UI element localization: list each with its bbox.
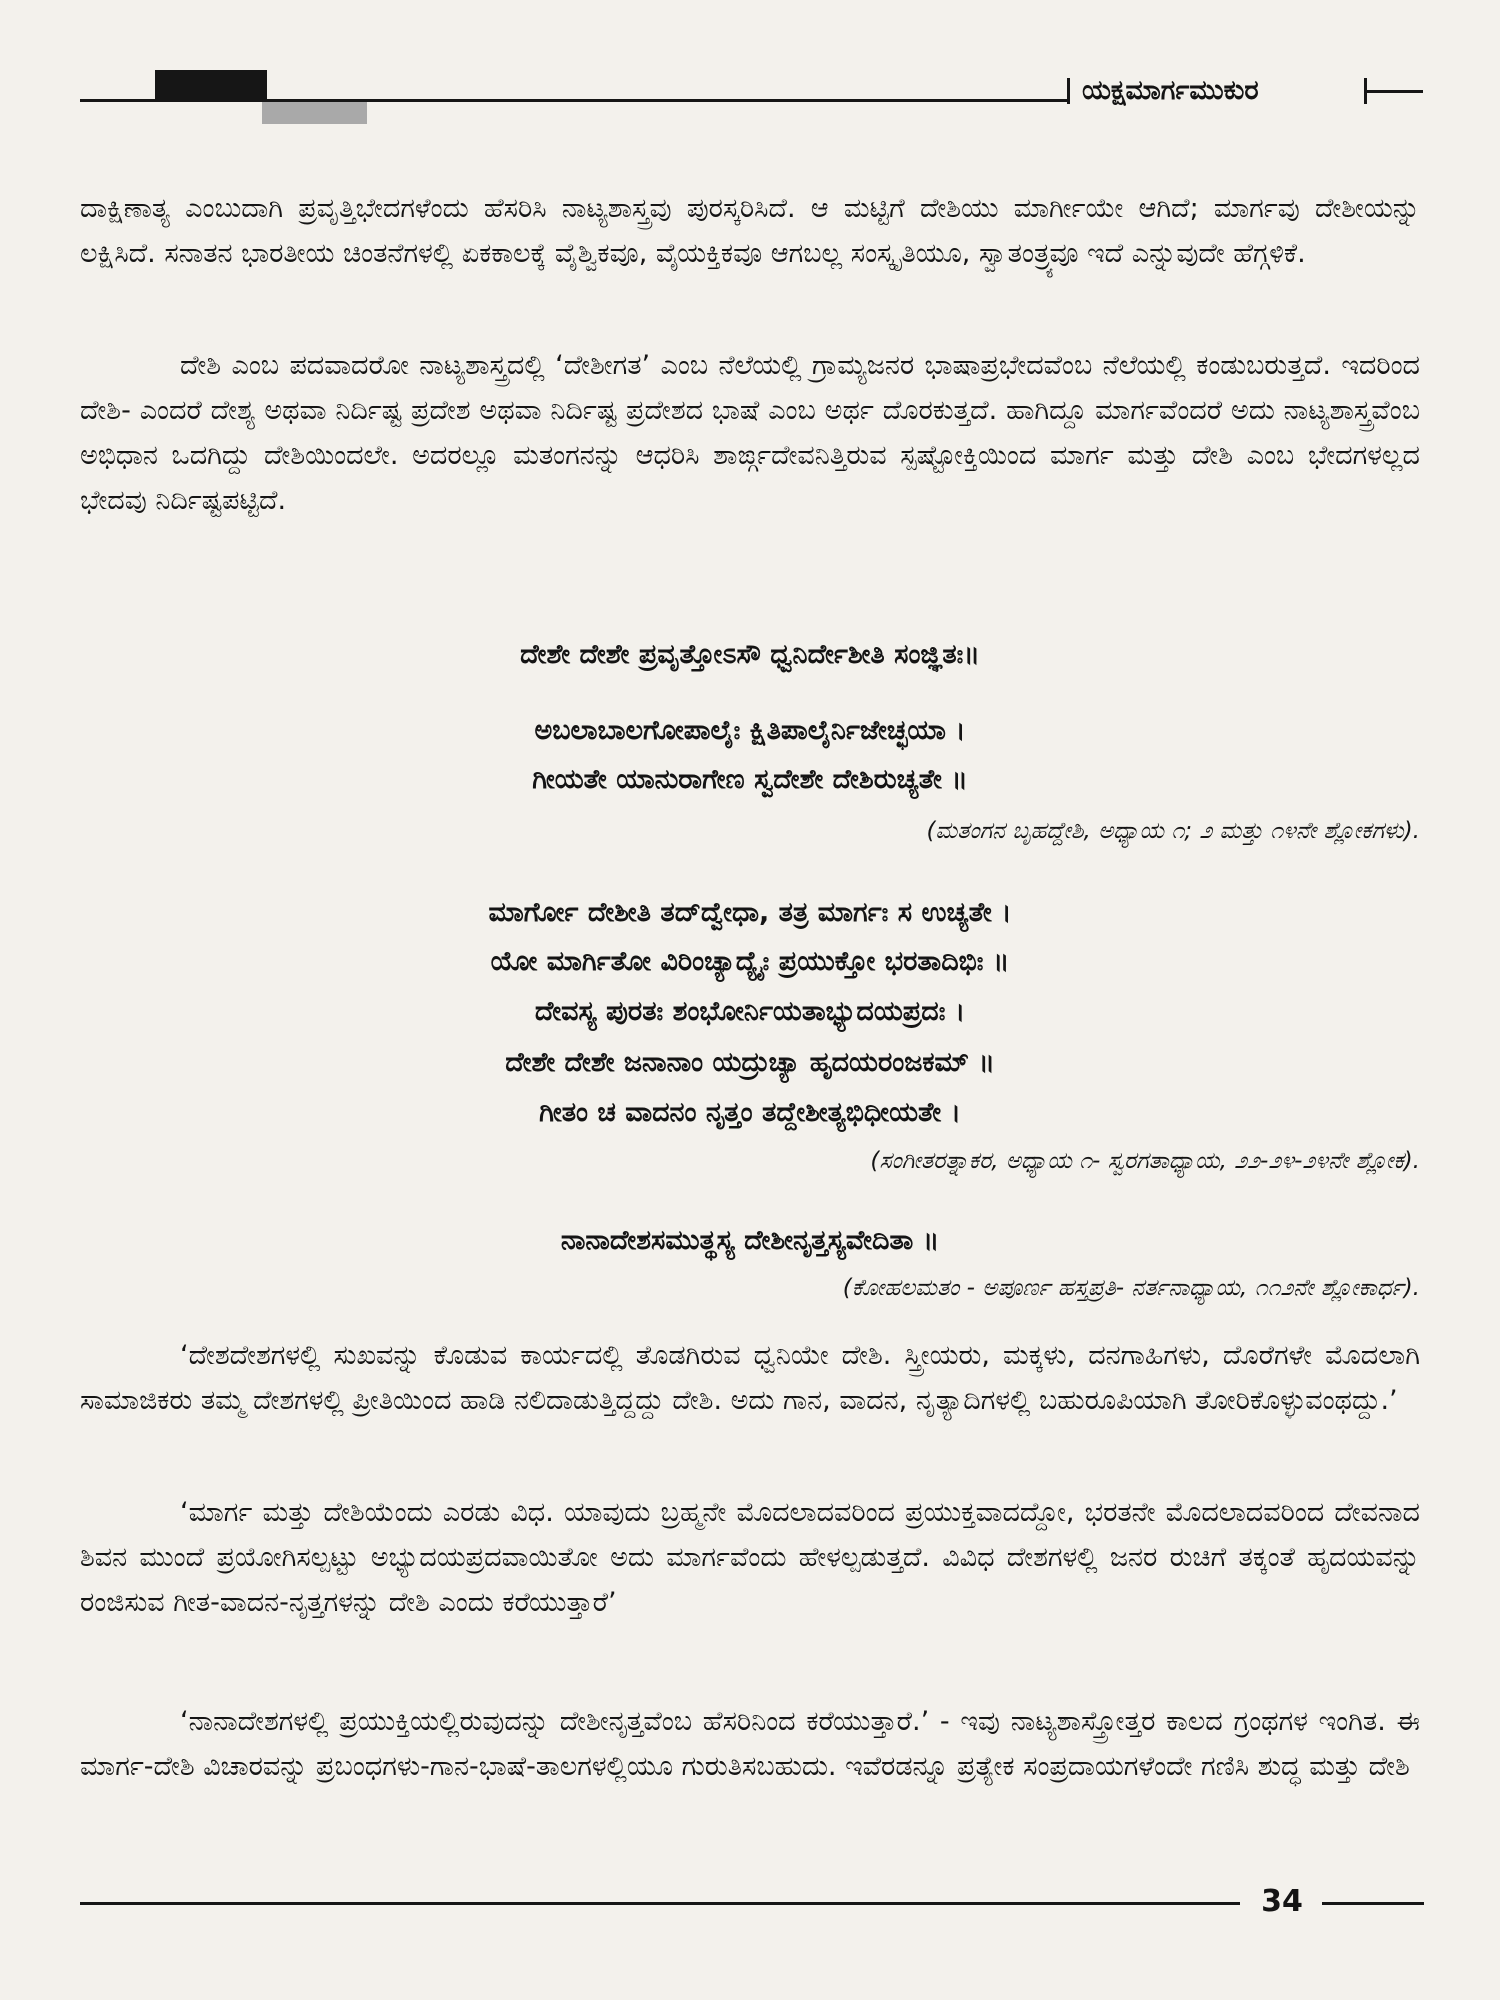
verse-line: ದೇಶೇ ದೇಶೇ ಪ್ರವೃತ್ತೋಽಸೌ ಧ್ವನಿರ್ದೇಶೀತಿ ಸಂಜ್ಞಿತಃ॥ <box>520 639 980 670</box>
citation-kohalamata: (ಕೋಹಲಮತಂ - ಅಪೂರ್ಣ ಹಸ್ತಪ್ರತಿ- ನರ್ತನಾಧ್ಯಾಯ, ೧೧೨ನೇ ಶ್ಲೋಕಾರ್ಧ). <box>842 1275 1420 1301</box>
header-grey-block <box>262 100 367 124</box>
citation-sangitaratnakara: (ಸಂಗೀತರತ್ನಾಕರ, ಅಧ್ಯಾಯ ೧- ಸ್ವರಗತಾಧ್ಯಾಯ, ೨೨-೨೪-೨೪ನೇ ಶ್ಲೋಕ). <box>870 1148 1420 1174</box>
verse-line: ದೇಶೇ ದೇಶೇ ಜನಾನಾಂ ಯದ್ರುಚ್ಯಾ ಹೃದಯರಂಜಕಮ್ ॥ <box>505 1047 995 1078</box>
paragraph-3: ‘ದೇಶದೇಶಗಳಲ್ಲಿ ಸುಖವನ್ನು ಕೊಡುವ ಕಾರ್ಯದಲ್ಲಿ ತೊಡಗಿರುವ ಧ್ವನಿಯೇ ದೇಶಿ. ಸ್ತ್ರೀಯರು, ಮಕ್ಕಳು, ದನಗಾಹಿಗಳು, ದೊರೆಗಳೇ ಮೊದಲಾಗಿ ಸಾಮಾಜಿಕರು ತಮ್ಮ ದೇಶಗಳಲ್ಲಿ ಪ್ರೀತಿಯಿಂದ ಹಾಡಿ ನಲಿದಾಡುತ್ತಿದ್ದದ್ದು ದೇಶಿ. ಅದು ಗಾನ, ವಾದನ, ನೃತ್ಯಾದಿಗಳಲ್ಲಿ ಬಹುರೂಪಿಯಾಗಿ ತೋರಿಕೊಳ್ಳುವಂಥದ್ದು.’ <box>80 1340 1420 1416</box>
verse-line: ದೇವಸ್ಯ ಪುರತಃ ಶಂಭೋರ್ನಿಯತಾಭ್ಯುದಯಪ್ರದಃ । <box>534 996 966 1027</box>
verse-line: ಯೋ ಮಾರ್ಗಿತೋ ವಿರಿಂಚ್ಯಾದ್ಯೈಃ ಪ್ರಯುಕ್ತೋ ಭರತಾದಿಭಿಃ ॥ <box>490 946 1010 977</box>
verse-line: ಅಬಲಾಬಾಲಗೋಪಾಲೈಃ ಕ್ಷಿತಿಪಾಲೈರ್ನಿಜೇಚ್ಛಯಾ । <box>534 715 966 746</box>
page-number: 34 <box>1261 1884 1303 1919</box>
citation-brihaddeshi: (ಮತಂಗನ ಬೃಹದ್ದೇಶಿ, ಅಧ್ಯಾಯ ೧; ೨ ಮತ್ತು ೧೪ನೇ ಶ್ಲೋಕಗಳು). <box>926 818 1420 844</box>
paragraph-1: ದಾಕ್ಷಿಣಾತ್ಯ ಎಂಬುದಾಗಿ ಪ್ರವೃತ್ತಿಭೇದಗಳೆಂದು ಹೆಸರಿಸಿ ನಾಟ್ಯಶಾಸ್ತ್ರವು ಪುರಸ್ಕರಿಸಿದೆ. ಆ ಮಟ್ಟಿಗೆ ದೇಶಿಯು ಮಾರ್ಗೀಯೇ ಆಗಿದೆ; ಮಾರ್ಗವು ದೇಶೀಯನ್ನು ಲಕ್ಷಿಸಿದೆ. ಸನಾತನ ಭಾರತೀಯ ಚಿಂತನೆಗಳಲ್ಲಿ ಏಕಕಾಲಕ್ಕೆ ವೈಶ್ವಿಕವೂ, ವೈಯಕ್ತಿಕವೂ ಆಗಬಲ್ಲ ಸಂಸ್ಕೃತಿಯೂ, ಸ್ವಾತಂತ್ರ್ಯವೂ ಇದೆ ಎನ್ನುವುದೇ ಹೆಗ್ಗಳಿಕೆ. <box>80 193 1420 269</box>
paragraph-2: ದೇಶಿ ಎಂಬ ಪದವಾದರೋ ನಾಟ್ಯಶಾಸ್ತ್ರದಲ್ಲಿ ‘ದೇಶೀಗತ’ ಎಂಬ ನೆಲೆಯಲ್ಲಿ ಗ್ರಾಮ್ಯಜನರ ಭಾಷಾಪ್ರಭೇದವೆಂಬ ನೆಲೆಯಲ್ಲಿ ಕಂಡುಬರುತ್ತದೆ. ಇದರಿಂದ ದೇಶಿ- ಎಂದರೆ ದೇಶ್ಯ ಅಥವಾ ನಿರ್ದಿಷ್ಟ ಪ್ರದೇಶ ಅಥವಾ ನಿರ್ದಿಷ್ಟ ಪ್ರದೇಶದ ಭಾಷೆ ಎಂಬ ಅರ್ಥ ದೊರಕುತ್ತದೆ. ಹಾಗಿದ್ದೂ ಮಾರ್ಗವೆಂದರೆ ಅದು ನಾಟ್ಯಶಾಸ್ತ್ರವೆಂಬ ಅಭಿಧಾನ ಒದಗಿದ್ದು ದೇಶಿಯಿಂದಲೇ. ಅದರಲ್ಲೂ ಮತಂಗನನ್ನು ಆಧರಿಸಿ ಶಾರ್ಙ್ಗದೇವನಿತ್ತಿರುವ ಸ್ಪಷ್ಟೋಕ್ತಿಯಿಂದ ಮಾರ್ಗ ಮತ್ತು ದೇಶಿ ಎಂಬ ಭೇದಗಳಲ್ಲದ ಭೇದವು ನಿರ್ದಿಷ್ಟಪಟ್ಟಿದೆ. <box>80 350 1420 516</box>
paragraph-5: ‘ನಾನಾದೇಶಗಳಲ್ಲಿ ಪ್ರಯುಕ್ತಿಯಲ್ಲಿರುವುದನ್ನು ದೇಶೀನೃತ್ತವೆಂಬ ಹೆಸರಿನಿಂದ ಕರೆಯುತ್ತಾರೆ.’ - ಇವು ನಾಟ್ಯಶಾಸ್ತ್ರೋತ್ತರ ಕಾಲದ ಗ್ರಂಥಗಳ ಇಂಗಿತ. ಈ ಮಾರ್ಗ-ದೇಶಿ ವಿಚಾರವನ್ನು ಪ್ರಬಂಧಗಳು-ಗಾನ-ಭಾಷೆ-ತಾಲಗಳಲ್ಲಿಯೂ ಗುರುತಿಸಬಹುದು. ಇವೆರಡನ್ನೂ ಪ್ರತ್ಯೇಕ ಸಂಪ್ರದಾಯಗಳೆಂದೇ ಗಣಿಸಿ ಶುದ್ಧ ಮತ್ತು ದೇಶಿ <box>80 1706 1420 1782</box>
header-black-block <box>155 70 267 100</box>
verse-line: ನಾನಾದೇಶಸಮುತ್ಥಸ್ಯ ದೇಶೀನೃತ್ತಸ್ಯವೇದಿತಾ ॥ <box>560 1225 940 1256</box>
verse-line: ಮಾರ್ಗೋ ದೇಶೀತಿ ತದ್‌ದ್ವೇಧಾ, ತತ್ರ ಮಾರ್ಗಃ ಸ ಉಚ್ಯತೇ । <box>488 897 1012 928</box>
verse-line: ಗೀತಂ ಚ ವಾದನಂ ನೃತ್ತಂ ತದ್ದೇಶೀತ್ಯಭಿಧೀಯತೇ । <box>539 1097 961 1128</box>
footer-rule-left <box>80 1902 1240 1905</box>
header-rule <box>80 99 1067 102</box>
header-rule-tail <box>1366 90 1423 93</box>
header-bar-left <box>1067 78 1070 104</box>
paragraph-4: ‘ಮಾರ್ಗ ಮತ್ತು ದೇಶಿಯೆಂದು ಎರಡು ವಿಧ. ಯಾವುದು ಬ್ರಹ್ಮನೇ ಮೊದಲಾದವರಿಂದ ಪ್ರಯುಕ್ತವಾದದ್ದೋ, ಭರತನೇ ಮೊದಲಾದವರಿಂದ ದೇವನಾದ ಶಿವನ ಮುಂದೆ ಪ್ರಯೋಗಿಸಲ್ಪಟ್ಟು ಅಭ್ಯುದಯಪ್ರದವಾಯಿತೋ ಅದು ಮಾರ್ಗವೆಂದು ಹೇಳಲ್ಪಡುತ್ತದೆ. ವಿವಿಧ ದೇಶಗಳಲ್ಲಿ ಜನರ ರುಚಿಗೆ ತಕ್ಕಂತೆ ಹೃದಯವನ್ನು ರಂಜಿಸುವ ಗೀತ-ವಾದನ-ನೃತ್ತಗಳನ್ನು ದೇಶಿ ಎಂದು ಕರೆಯುತ್ತಾರೆ’ <box>80 1497 1420 1618</box>
verse-line: ಗೀಯತೇ ಯಾನುರಾಗೇಣ ಸ್ವದೇಶೇ ದೇಶಿರುಚ್ಯತೇ ॥ <box>532 764 968 795</box>
footer-rule-right <box>1322 1902 1424 1905</box>
running-header-title: ಯಕ್ಷಮಾರ್ಗಮುಕುರ <box>1082 75 1259 106</box>
